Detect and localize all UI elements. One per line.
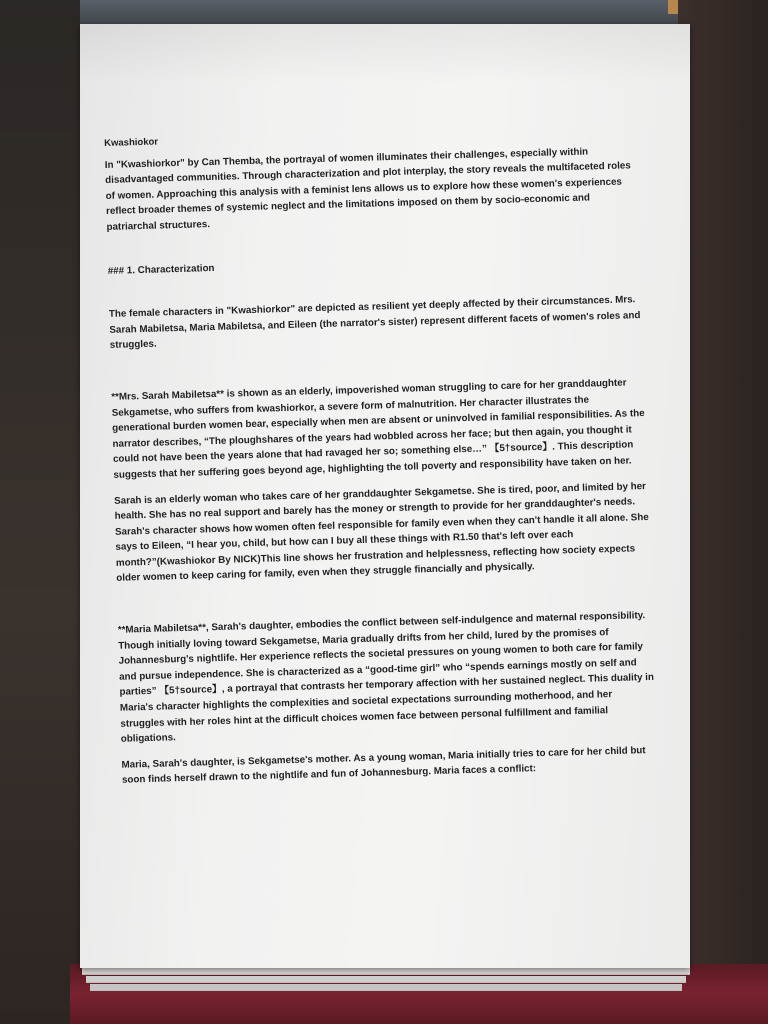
section-heading: ### 1. Characterization [107, 262, 215, 277]
document-body [104, 121, 657, 789]
paragraph-characters-overview: The female characters in "Kwashiorkor" are depicted as resilient yet deeply affected by their circumstances. Mrs. Sarah Mabiletsa, Maria Mabiletsa, and Eileen (the narrator's sister) represent different facets of women's roles and struggles. [108, 294, 641, 352]
intro-paragraph: In "Kwashiorkor" by Can Themba, the portrayal of women illuminates their challenges, especially within disadvantaged communities. Through characterization and plot interplay, the story reveals the multifaceted roles of women. Approaching this analysis with a feminist lens allows us to explore how these women's experiences reflect broader themes of systemic neglect and the limitations imposed on them by socio-economic and patriarchal structures. [104, 146, 631, 233]
paragraph-maria-analysis: **Maria Mabiletsa**, Sarah's daughter, embodies the conflict between self-indulgence and maternal responsibility. Though initially loving toward Sekgametse, Maria gradually drifts from her child, lured by the promises of Johannesburg's nightlife. Her experience reflects the societal pressures on young women to both care for family and pursue independence. She is characterized as a “good-time girl” who “spends earnings mostly on self and parties” 【5†source】, a portrayal that contrasts her temporary affection with her sustained neglect. This duality in Maria's character highlights the complexities and societal expectations surrounding motherhood, and her struggles with her roles hint at the difficult choices women face between personal fulfillment and familial obligations. [117, 610, 655, 745]
desk-surface [678, 0, 768, 1024]
document-title: Kwashiokor [104, 136, 159, 149]
paper-stack-edge [86, 976, 686, 983]
printed-page [80, 24, 690, 968]
paragraph-sarah-summary: Sarah is an elderly woman who takes care of her granddaughter Sekgametse. She is tired, poor, and limited by her health. She has no real support and barely has the money or strength to provide for her granddaughter's needs. Sarah's character shows how women often feel responsible for family even when they can't handle it all alone. She says to Eileen, “I hear you, child, but how can I buy all these things with R1.50 that's left over each month?”(Kwashiokor By NICK)This line shows her frustration and helplessness, reflecting how society expects older women to keep caring for family, even when they struggle financially and physically. [114, 480, 649, 585]
paragraph-sarah-analysis: **Mrs. Sarah Mabiletsa** is shown as an elderly, impoverished woman struggling to care for her granddaughter Sekgametse, who suffers from kwashiorkor, a severe form of malnutrition. Her character illustrates the generational burden women bear, especially when men are absent or uninvolved in familial responsibilities. As the narrator describes, “The ploughshares of the years had wobbled across her face; but then again, you thought it could not have been the years alone that had ravaged her so; something else…” 【5†source】. This description suggests that her suffering goes beyond age, highlighting the toll poverty and responsibility have taken on her. [111, 377, 645, 481]
paragraph-maria-summary: Maria, Sarah's daughter, is Sekgametse's mother. As a young woman, Maria initially tries to care for her child but soon finds herself drawn to the nightlife and fun of Johannesburg. Maria faces a conflict: [121, 744, 646, 787]
paper-stack-edge [82, 968, 690, 975]
paper-stack-edge [90, 984, 682, 991]
